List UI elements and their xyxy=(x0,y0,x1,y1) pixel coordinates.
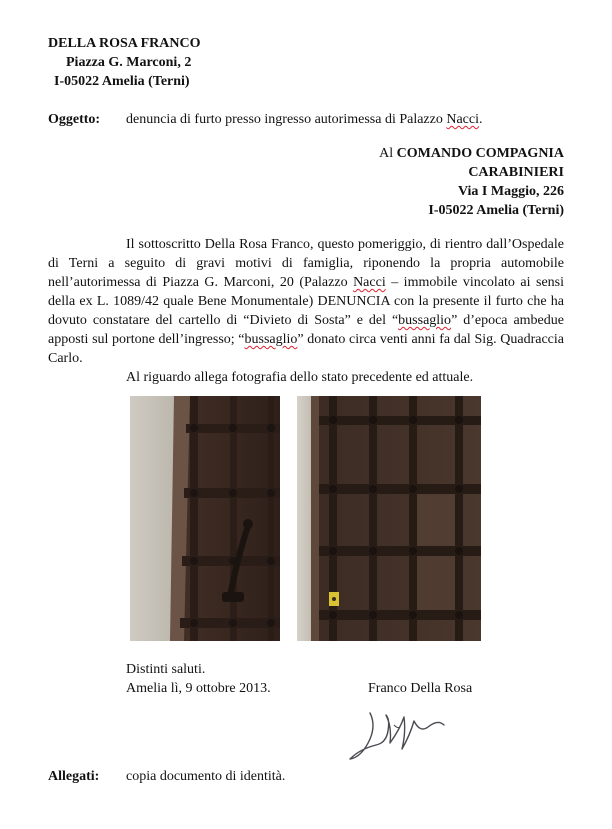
subject-text: denuncia di furto presso ingresso autorimessa di Palazzo xyxy=(126,112,447,127)
body-text-g: ” donato circa venti anni fa dal Sig. Quadraccia Carlo. xyxy=(48,332,564,366)
recipient-prefix: Al xyxy=(379,146,397,161)
sender-street: Piazza G. Marconi, 2 xyxy=(66,55,192,70)
subject-name: Nacci xyxy=(446,112,480,127)
signature-icon xyxy=(340,705,470,765)
sender-block xyxy=(48,34,200,91)
handwritten-signature xyxy=(340,705,470,771)
recipient-line-2: CARABINIERI xyxy=(468,165,564,180)
recipient-block xyxy=(379,144,564,220)
door-with-knocker-photo xyxy=(130,396,280,641)
body-paragraph-2: Al riguardo allega fotografia dello stato precedente ed attuale. xyxy=(126,370,474,385)
recipient-line-1 xyxy=(379,144,564,163)
closing-block xyxy=(126,660,271,698)
door-sign-image xyxy=(297,396,481,641)
attachments-line xyxy=(48,767,285,786)
sender-name: DELLA ROSA FRANCO xyxy=(48,36,201,51)
body-text-f: bussaglio xyxy=(244,332,298,347)
body-text-e: ” d’epoca ambedue apposti sul portone dell’ingresso; “ xyxy=(48,313,564,347)
signer-name: Franco Della Rosa xyxy=(368,681,473,696)
door-knocker-image xyxy=(130,396,280,641)
door-with-sign-photo xyxy=(297,396,481,641)
closing-greeting: Distinti saluti. xyxy=(126,662,206,677)
letter-body xyxy=(48,235,564,387)
subject-end: . xyxy=(479,112,483,127)
body-text-c: – immobile vincolato ai sensi della ex L. 1089/42 quale Bene Monumentale) DENUNCIA con la presente il furto che ha dovuto constatare del cartello di “Divieto di Sosta” e del “ xyxy=(48,275,564,328)
body-paragraph-1 xyxy=(48,235,564,368)
body-text-a: Il sottoscritto Della Rosa Franco, questo pomeriggio, di rientro dall’Ospedale di Terni a seguito di gravi motivi di famiglia, riponendo la propria automobile nell’autorimessa di Piazza G. Marconi, 20 (Palazzo xyxy=(48,237,564,290)
recipient-line-4: I-05022 Amelia (Terni) xyxy=(428,203,564,218)
subject-line xyxy=(48,110,483,129)
attachments-label: Allegati: xyxy=(48,769,100,784)
recipient-line-3: Via I Maggio, 226 xyxy=(457,184,564,199)
body-text-d: bussaglio xyxy=(398,313,452,328)
sender-city: I-05022 Amelia (Terni) xyxy=(54,74,190,89)
closing-place-date: Amelia lì, 9 ottobre 2013. xyxy=(126,681,271,696)
body-text-b: Nacci xyxy=(353,275,386,290)
attachments-text: copia documento di identità. xyxy=(126,769,286,784)
recipient-org: COMANDO COMPAGNIA xyxy=(396,146,564,161)
subject-label: Oggetto: xyxy=(48,112,101,127)
